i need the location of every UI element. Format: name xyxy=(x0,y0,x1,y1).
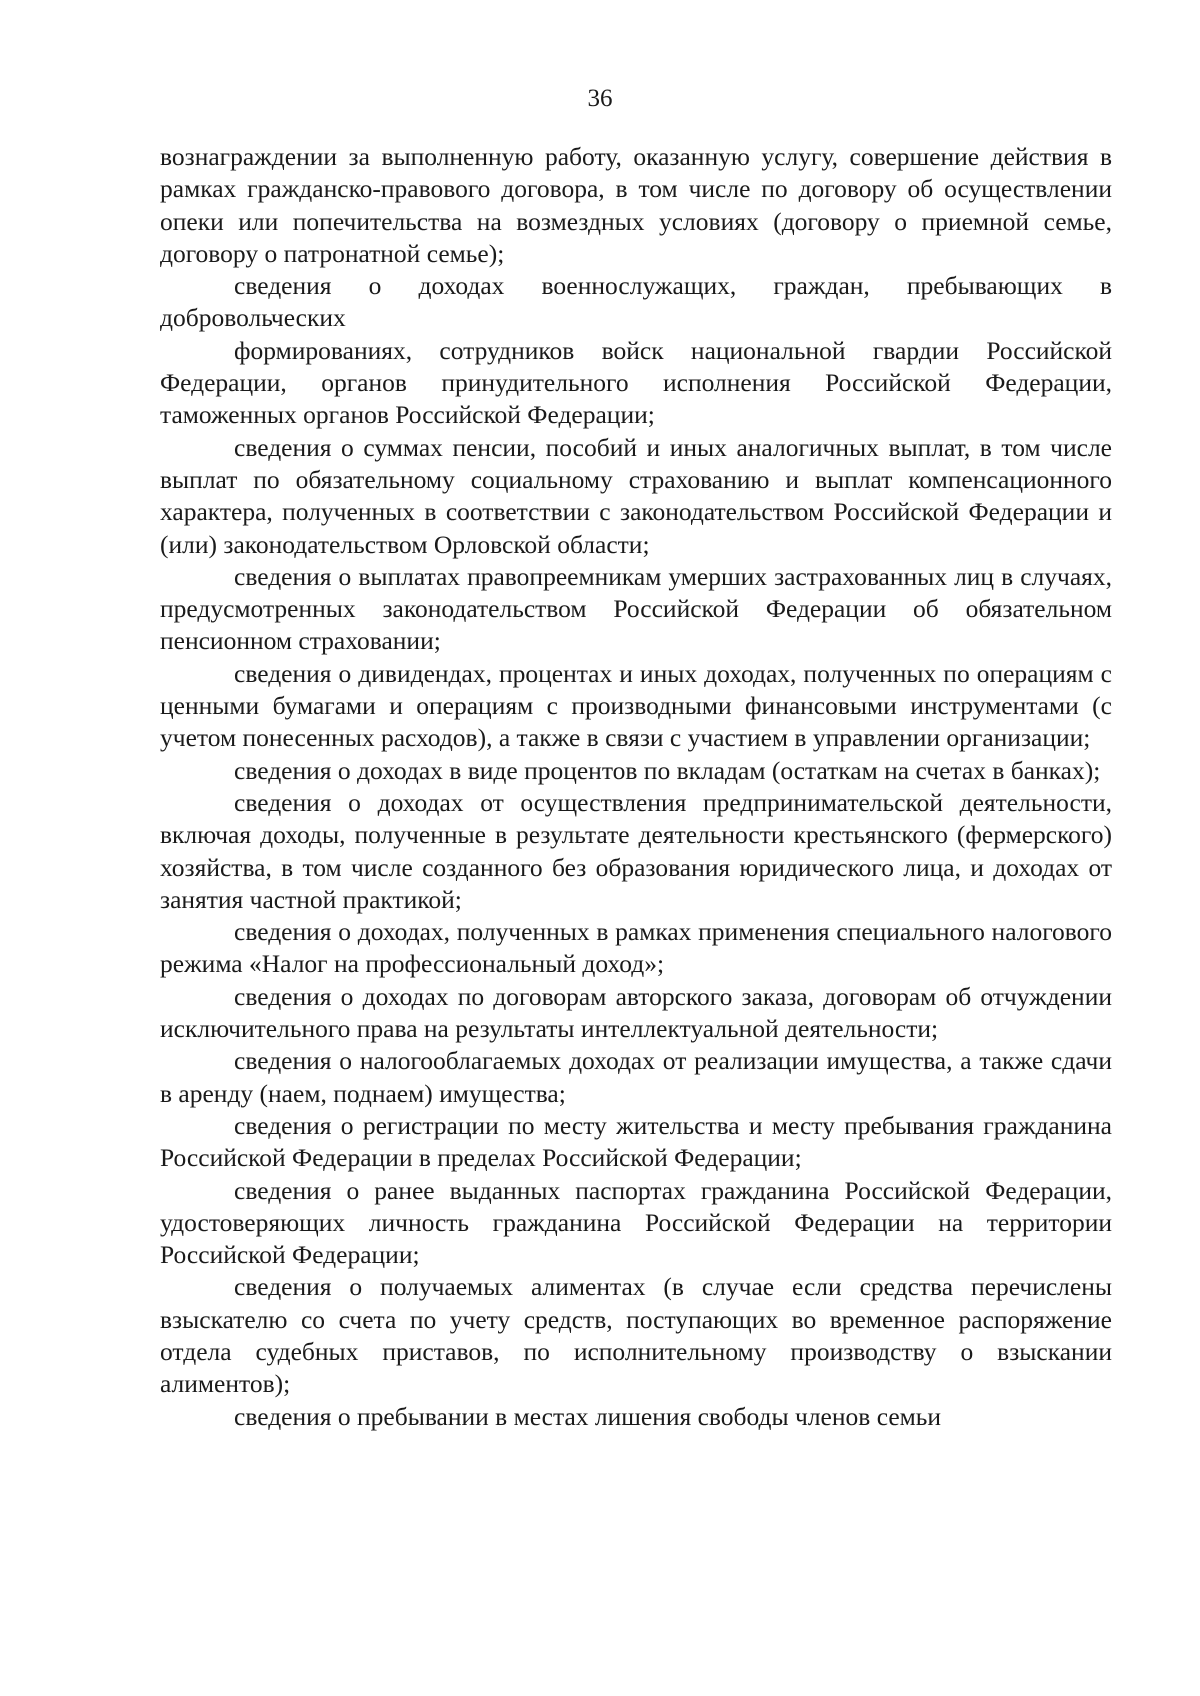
paragraph-copyright: сведения о доходах по договорам авторского заказа, договорам об отчуждении исключительного права на результаты интеллектуальной деятельности; xyxy=(160,981,1112,1044)
paragraph-passports: сведения о ранее выданных паспортах гражданина Российской Федерации, удостоверяющих личность гражданина Российской Федерации на территории Российской Федерации; xyxy=(160,1175,1112,1270)
paragraph-formations: формированиях, сотрудников войск национальной гвардии Российской Федерации, органов принудительного исполнения Российской Федерации, таможенных органов Российской Федерации; xyxy=(160,335,1112,430)
paragraph-deposits: сведения о доходах в виде процентов по вкладам (остаткам на счетах в банках); xyxy=(234,755,1101,785)
paragraph-registration: сведения о регистрации по месту жительства и месту пребывания гражданина Российской Федерации в пределах Российской Федерации; xyxy=(160,1110,1112,1173)
paragraph-self-employed: сведения о доходах, полученных в рамках применения специального налогового режима «Налог на профессиональный доход»; xyxy=(160,917,1112,979)
paragraph-successors: сведения о выплатах правопреемникам умерших застрахованных лиц в случаях, предусмотренных законодательством Российской Федерации об обязательном пенсионном страховании; xyxy=(160,561,1112,656)
paragraph-business: сведения о доходах от осуществления предпринимательской деятельности, включая доходы, полученные в результате деятельности крестьянского (фермерского) хозяйства, в том числе созданного без образования юридического лица, и доходах от занятия частной практикой; xyxy=(160,787,1112,914)
paragraph-alimony: сведения о получаемых алиментах (в случае если средства перечислены взыскателю со счета по учету средств, поступающих во временное распоряжение отдела судебных приставов, по исполнительному производству о взыскании алиментов); xyxy=(160,1272,1112,1399)
page-number: 36 xyxy=(587,85,613,112)
paragraph-dividends: сведения о дивидендах, процентах и иных доходах, полученных по операциям с ценными бумагами и операциям с производными финансовыми инструментами (с учетом понесенных расходов), а также в связи с участием в управлении организации; xyxy=(160,658,1112,753)
paragraph-continued: вознаграждении за выполненную работу, оказанную услугу, совершение действия в рамках гражданско-правового договора, в том числе по договору об осуществлении опеки или попечительства на возмездных условиях (договору о приемной семье, договору о патронатной семье); xyxy=(160,142,1112,268)
paragraph-military-income: сведения о доходах военнослужащих, граждан, пребывающих в добровольческих xyxy=(160,271,1112,333)
paragraph-pensions: сведения о суммах пенсии, пособий и иных аналогичных выплат, в том числе выплат по обязательному социальному страхованию и выплат компенсационного характера, полученных в соответствии с законодательством Российской Федерации и (или) законодательством Орловской области; xyxy=(160,432,1112,559)
paragraph-imprisonment: сведения о пребывании в местах лишения свободы членов семьи xyxy=(234,1401,942,1431)
document-body xyxy=(160,141,1112,1433)
paragraph-property-sales: сведения о налогооблагаемых доходах от реализации имущества, а также сдачи в аренду (наем, поднаем) имущества; xyxy=(160,1046,1112,1108)
